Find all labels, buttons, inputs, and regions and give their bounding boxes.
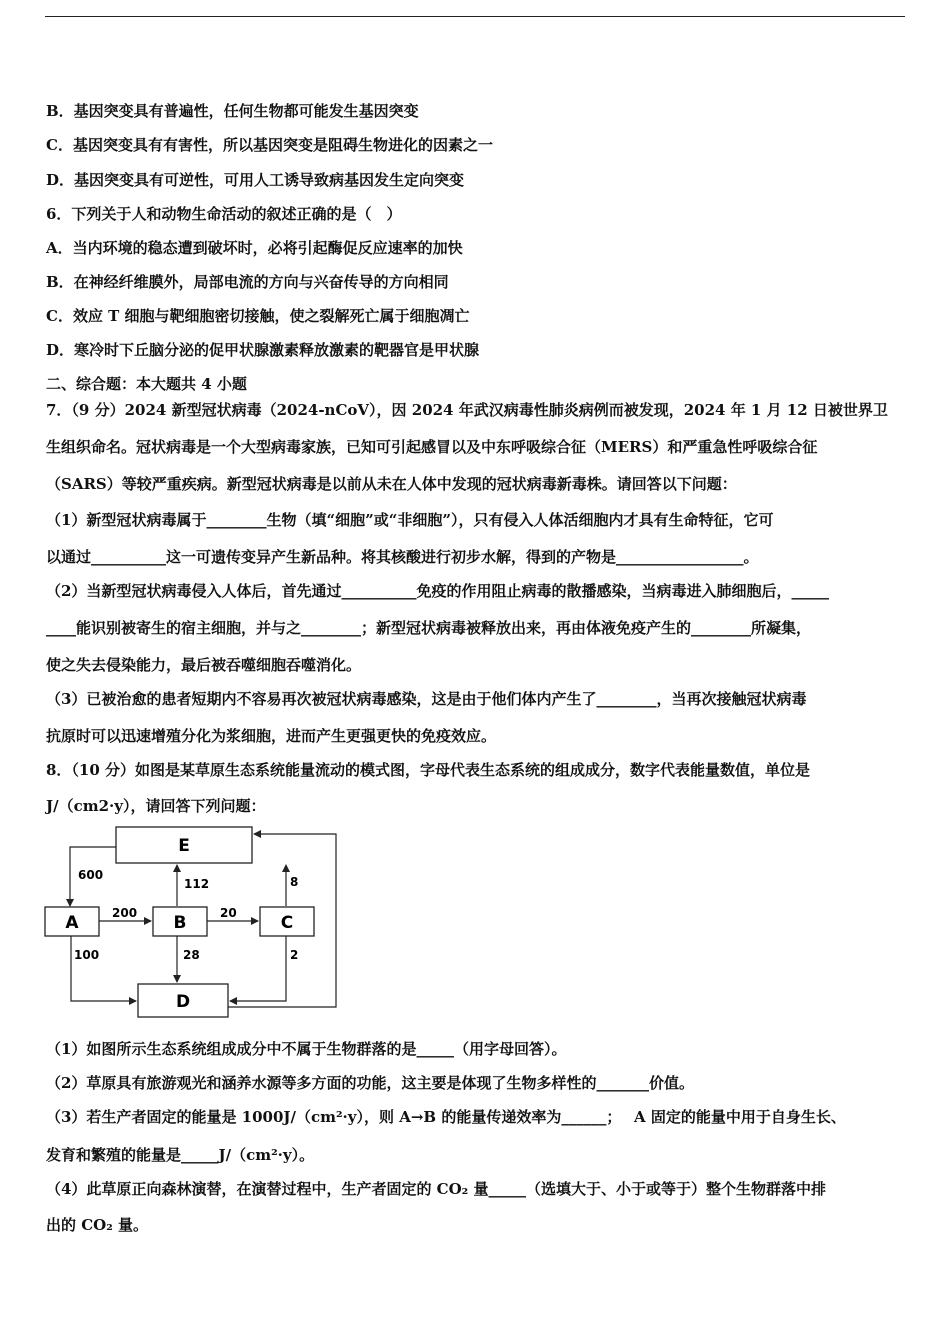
text-line: （3）已被治愈的患者短期内不容易再次被冠状病毒感染，这是由于他们体内产生了________，当再次接触冠状病毒 [46,690,807,708]
text-line: 7．（9 分）2024 新型冠状病毒（2024-nCoV），因 2024 年武汉病毒性肺炎病例而被发现，2024 年 1 月 12 日被世界卫 [46,401,888,419]
node-c-label: C [280,913,294,933]
node-d-label: D [175,992,191,1012]
arrow-a-to-d [71,936,136,1001]
text-line: （1）如图所示生态系统组成成分中不属于生物群落的是_____（用字母回答）。 [46,1040,567,1058]
text-line: B．在神经纤维膜外，局部电流的方向与兴奋传导的方向相同 [46,273,449,291]
text-line: J/（cm2·y），请回答下列问题： [46,797,266,815]
arrow-c-to-d [230,936,286,1001]
text-line: D．寒冷时下丘脑分泌的促甲状腺激素释放激素的靶器官是甲状腺 [46,341,480,359]
node-a-label: A [65,913,79,933]
value-b-to-c: 20 [220,906,237,920]
text-line: B．基因突变具有普遍性，任何生物都可能发生基因突变 [46,102,419,120]
top-rule [45,16,905,17]
value-b-to-d: 28 [183,948,200,962]
text-line: ____能识别被寄生的宿主细胞，并与之________；新型冠状病毒被释放出来，再由体液免疫产生的________所凝集， [46,619,812,637]
value-c-to-d: 2 [290,948,299,962]
value-c-to-e: 8 [290,875,299,889]
text-line: （3）若生产者固定的能量是 1000J/（cm²·y），则 A→B 的能量传递效率为______； A 固定的能量中用于自身生长、 [46,1108,846,1126]
value-b-to-e: 112 [184,877,210,891]
node-b-label: B [173,913,187,933]
text-line: 二、综合题：本大题共 4 小题 [46,375,247,393]
text-line: 8．（10 分）如图是某草原生态系统能量流动的模式图，字母代表生态系统的组成成分，数字代表能量数值，单位是 [46,761,811,779]
text-line: 抗原时可以迅速增殖分化为浆细胞，进而产生更强更快的免疫效应。 [46,727,497,745]
node-e-label: E [178,836,190,856]
text-line: （1）新型冠状病毒属于________生物（填“细胞”或“非细胞”），只有侵入人体活细胞内才具有生命特征，它可 [46,511,774,529]
value-a-to-b: 200 [112,906,138,920]
text-line: 出的 CO₂ 量。 [46,1216,149,1234]
text-line: （SARS）等较严重疾病。新型冠状病毒是以前从未在人体中发现的冠状病毒新毒株。请回答以下问题： [46,475,737,493]
text-line: 6．下列关于人和动物生命活动的叙述正确的是（ ） [46,205,402,223]
text-line: D．基因突变具有可逆性，可用人工诱导致病基因发生定向突变 [46,171,465,189]
text-line: 生组织命名。冠状病毒是一个大型病毒家族，已知可引起感冒以及中东呼吸综合征（MERS）和严重急性呼吸综合征 [46,438,818,456]
text-line: 以通过__________这一可遗传变异产生新品种。将其核酸进行初步水解，得到的产物是_________________。 [46,548,759,566]
text-line: （4）此草原正向森林演替，在演替过程中，生产者固定的 CO₂ 量_____（选填大于、小于或等于）整个生物群落中排 [46,1180,826,1198]
text-line: 发育和繁殖的能量是_____J/（cm²·y）。 [46,1146,315,1164]
value-e-to-a: 600 [78,868,104,882]
text-line: 使之失去侵染能力，最后被吞噬细胞吞噬消化。 [46,656,362,674]
energy-flow-diagram [40,820,340,1030]
value-a-to-d: 100 [74,948,100,962]
text-line: （2）草原具有旅游观光和涵养水源等多方面的功能，这主要是体现了生物多样性的_______价值。 [46,1074,694,1092]
text-line: C．基因突变具有有害性，所以基因突变是阻碍生物进化的因素之一 [46,136,493,154]
text-line: （2）当新型冠状病毒侵入人体后，首先通过__________免疫的作用阻止病毒的散播感染，当病毒进入肺细胞后，_____ [46,582,829,600]
text-line: C．效应 T 细胞与靶细胞密切接触，使之裂解死亡属于细胞凋亡 [46,307,470,325]
text-line: A．当内环境的稳态遭到破坏时，必将引起酶促反应速率的加快 [46,239,463,257]
